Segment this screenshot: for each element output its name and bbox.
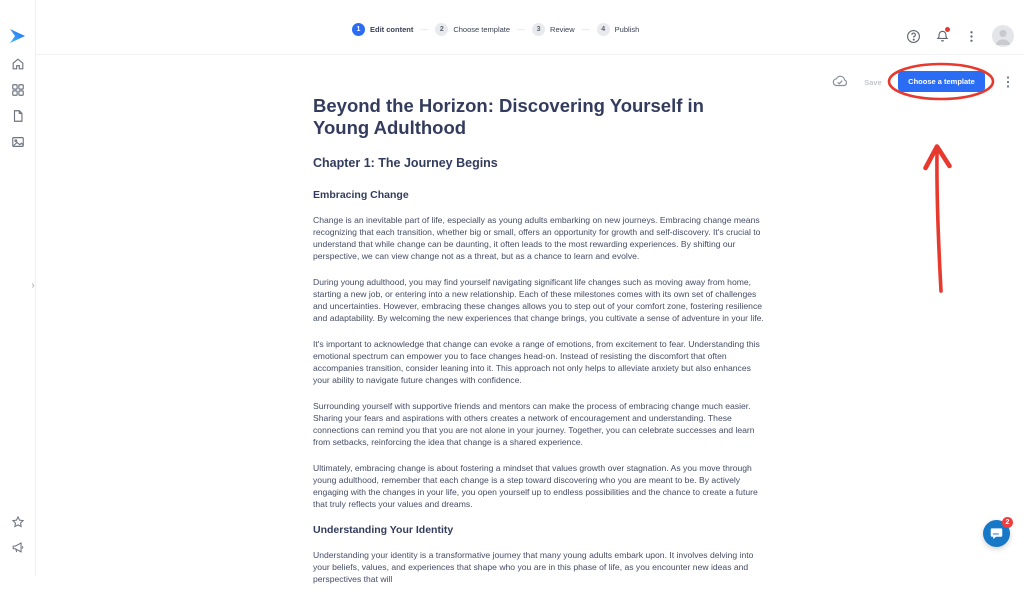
cloud-saved-icon: [831, 73, 849, 89]
paragraph[interactable]: Surrounding yourself with supportive friends and mentors can make the process of embracing change much easier. Sharing your fears and aspirations with others creates a network of encouragement and understanding. These connections can remind you that you are not alone in your journey. Together, you can celebrate successes and learn from setbacks, reinforcing the idea that change is a shared experience.: [313, 401, 755, 447]
step-divider: —: [581, 25, 590, 34]
documents-icon[interactable]: [11, 108, 26, 123]
step-divider: —: [420, 25, 429, 34]
step-publish[interactable]: 4 Publish: [597, 23, 640, 36]
document-canvas[interactable]: [313, 95, 769, 599]
sidebar: [0, 0, 36, 576]
sidebar-nav: [0, 56, 36, 149]
editor-kebab-menu-icon[interactable]: [1002, 74, 1014, 90]
app-logo-icon[interactable]: [9, 27, 29, 45]
choose-template-button[interactable]: Choose a template: [898, 71, 985, 92]
home-icon[interactable]: [11, 56, 26, 71]
paragraph[interactable]: Understanding your identity is a transformative journey that many young adults embark upon. It involves delving into your beliefs, values, and experiences that shape who you are in this phase of life, as you encounter new ideas and perspectives that will: [313, 550, 754, 584]
help-icon[interactable]: [905, 28, 921, 44]
annotation-arrow-head: [926, 147, 950, 169]
step-edit-content[interactable]: 1 Edit content: [352, 23, 413, 36]
chat-unread-badge: 2: [1002, 517, 1013, 528]
favorites-star-icon[interactable]: [11, 514, 26, 529]
notification-dot: [945, 27, 950, 32]
images-icon[interactable]: [11, 134, 26, 149]
paragraph[interactable]: Change is an inevitable part of life, especially as young adults embarking on new journeys. Embracing change means recognizing that each transition, whether big or small, offers an opportunity for growth and self-discovery. It's crucial to understand that while change can be daunting, it often leads to the most rewarding experiences. By shifting our perspective, we can view change not as a threat, but as a chance to learn and evolve.: [313, 215, 761, 261]
save-button[interactable]: Save: [858, 74, 888, 90]
step-divider: —: [517, 25, 526, 34]
step-number: 1: [352, 23, 365, 36]
header-actions: [905, 25, 1014, 47]
sidebar-bottom: [0, 514, 36, 554]
header-kebab-menu-icon[interactable]: [963, 28, 979, 44]
step-number: 4: [597, 23, 610, 36]
document-title[interactable]: Beyond the Horizon: Discovering Yourself in Young Adulthood: [313, 95, 704, 138]
announcements-icon[interactable]: [11, 539, 26, 554]
step-number: 3: [532, 23, 545, 36]
section-heading[interactable]: Embracing Change: [313, 189, 409, 201]
workflow-stepper: [352, 23, 639, 36]
sidebar-expand-chevron-icon[interactable]: ›: [31, 280, 35, 291]
user-avatar[interactable]: [992, 25, 1014, 47]
annotation-arrow-shaft: [937, 152, 941, 291]
step-number: 2: [435, 23, 448, 36]
top-header: [36, 0, 1024, 55]
chat-launcher-button[interactable]: [983, 520, 1010, 547]
notifications-bell-icon[interactable]: [934, 28, 950, 44]
section-heading[interactable]: Understanding Your Identity: [313, 524, 454, 536]
chapter-heading[interactable]: Chapter 1: The Journey Begins: [313, 156, 498, 170]
paragraph[interactable]: It's important to acknowledge that change can evoke a range of emotions, from excitement to fear. Understanding this emotional spectrum can empower you to face changes head-on. Instead of resisting the discomfort that often accompanies transition, consider leaning into it. This approach not only helps to alleviate anxiety but also enhances your ability to navigate future changes with confidence.: [313, 339, 760, 385]
paragraph[interactable]: Ultimately, embracing change is about fostering a mindset that values growth over stagnation. As you move through young adulthood, remember that each change is a step toward discovering who you are meant to be. By actively engaging with the changes in your life, you open yourself up to endless possibilities and the chance to create a future that truly reflects your values and dreams.: [313, 463, 758, 509]
paragraph[interactable]: During young adulthood, you may find yourself navigating significant life changes such as moving away from home, starting a new job, or entering into a new relationship. Each of these milestones comes with its own set of challenges and uncertainties. However, embracing these changes allows you to step out of your comfort zone, fostering resilience and adaptability. By welcoming the new experiences that change brings, you cultivate a sense of adventure in your life.: [313, 277, 764, 323]
projects-grid-icon[interactable]: [11, 82, 26, 97]
step-review[interactable]: 3 Review: [532, 23, 575, 36]
chat-bubble-icon: [990, 527, 1003, 540]
step-choose-template[interactable]: 2 Choose template: [435, 23, 510, 36]
